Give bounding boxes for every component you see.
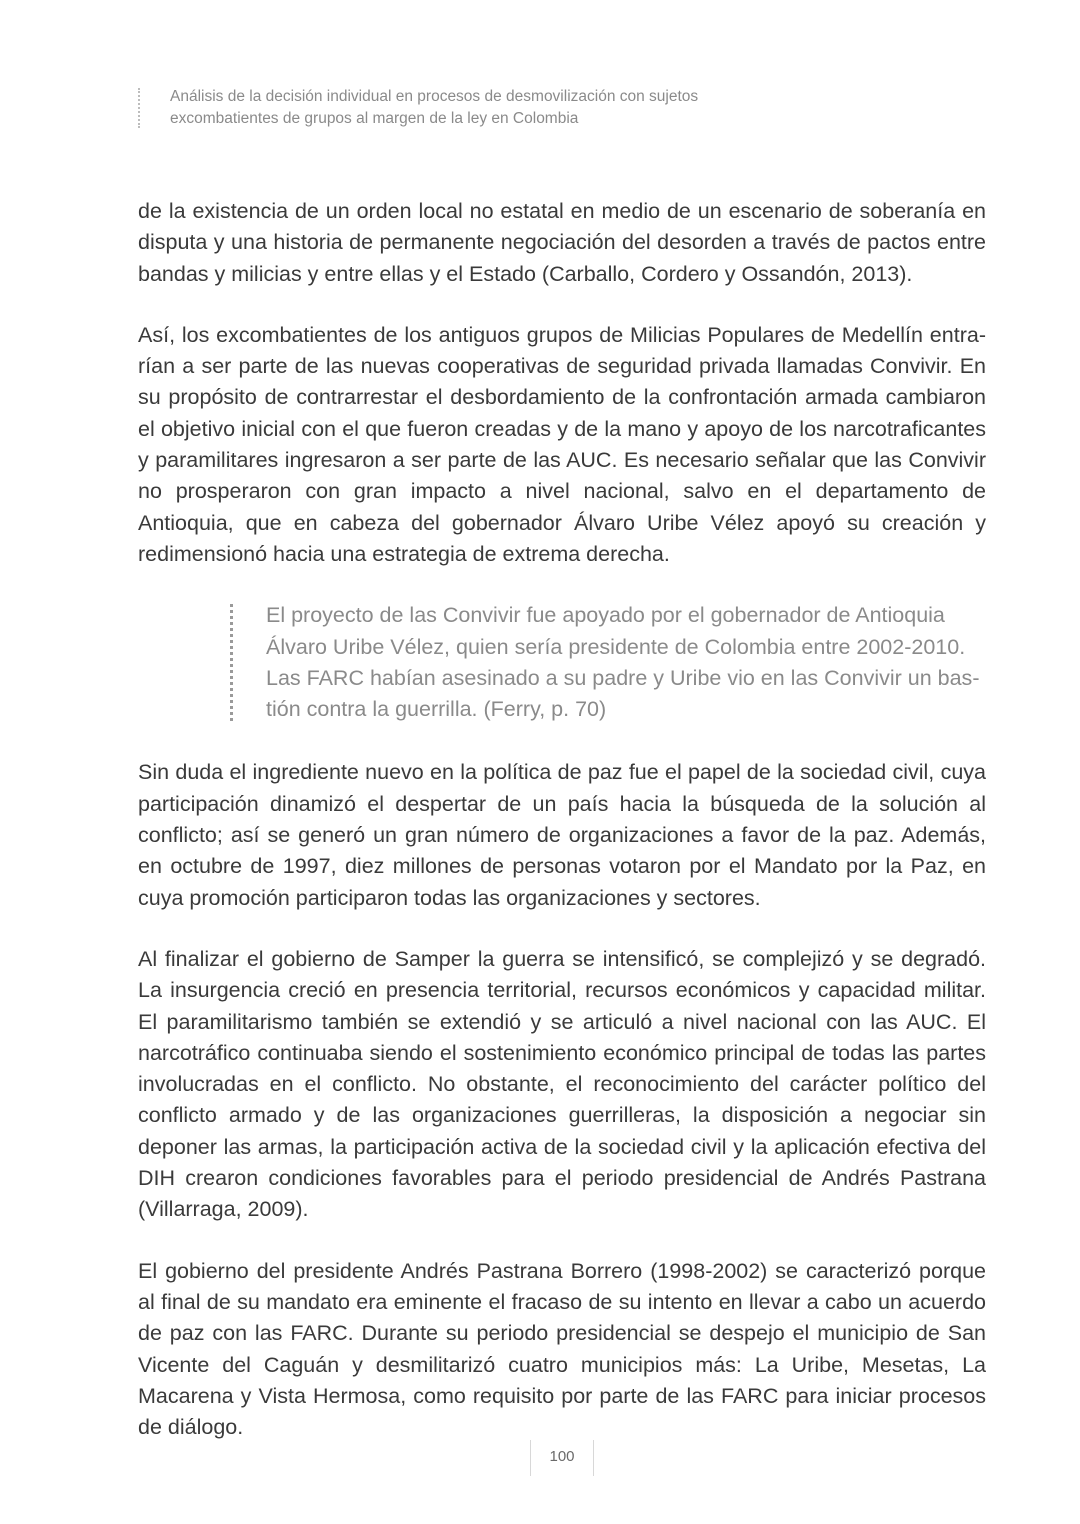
header-title-line-2: excombatientes de grupos al margen de la ley en Colombia: [170, 110, 579, 127]
body-paragraph-4: Al finalizar el gobierno de Samper la guerra se intensificó, se complejizó y se degradó. La insurgencia creció en presencia territorial, recursos económicos y capacidad militar. El paramilitarismo también se extendió y se articuló a nivel nacional con las AUC. El narcotráfico continuaba siendo el sostenimiento económico principal de todas las partes involucradas en el conflicto. No obstante, el reconocimiento del carácter político del conflicto armado y de las organizaciones guerrilleras, la disposición a negociar sin deponer las armas, la participación activa de la sociedad civil y la aplicación efectiva del DIH crearon condiciones favorables para el periodo presidencial de Andrés Pastrana (Villarraga, 2009).: [138, 946, 986, 1222]
page-body: [138, 196, 986, 1473]
body-paragraph-2: Así, los excombatientes de los antiguos grupos de Milicias Populares de Medellín entrarían a ser parte de las nuevas cooperativas de seguridad privada llamadas Convivir. En su propósito de contrarrestar el desbordamiento de la confrontación armada cambiaron el objetivo inicial con el que fueron creadas y de la mano y apoyo de los narcotraficantes y paramilitares ingresaron a ser parte de las AUC. Es necesario señalar que las Convivir no prosperaron con gran impacto a nivel nacional, salvo en el departamento de Antioquia, que en cabeza del gobernador Álvaro Uribe Vélez apoyó su creación y redimensionó hacia una estrategia de extrema derecha.: [138, 322, 986, 566]
body-paragraph-5: El gobierno del presidente Andrés Pastrana Borrero (1998-2002) se caracterizó porque al final de su mandato era eminente el fracaso de su intento en llevar a cabo un acuerdo de paz con las FARC. Durante su periodo presidencial se despejo el municipio de San Vicente del Caguán y desmilitarizó cuatro municipios más: La Uribe, Mesetas, La Macarena y Vista Hermosa, como requisito por parte de las FARC para iniciar procesos de diálogo.: [138, 1258, 986, 1440]
running-header: [138, 86, 858, 130]
header-dotted-rule: [138, 88, 140, 128]
quote-text: El proyecto de las Convivir fue apoyado por el gobernador de Antioquia Álvaro Uribe Vélez, quien sería presidente de Colombia entre 2002-2010. Las FARC habían asesinado a su padre y Uribe vio en las Convivir un bastión contra la guerrilla. (Ferry, p. 70): [266, 603, 980, 722]
header-title-line-1: Análisis de la decisión individual en procesos de desmovilización con sujetos: [170, 88, 699, 105]
footer-rule-right: [593, 1440, 594, 1476]
body-paragraph-1: de la existencia de un orden local no estatal en medio de un escenario de soberanía en disputa y una historia de permanente negociación del desorden a través de pactos entre bandas y milicias y entre ellas y el Estado (Carballo, Cordero y Ossandón, 2013).: [138, 199, 986, 286]
page-footer: [530, 1440, 594, 1476]
block-quote: [230, 600, 986, 725]
page-number: 100: [549, 1448, 575, 1465]
body-paragraph-3: Sin duda el ingrediente nuevo en la política de paz fue el papel de la sociedad civil, cuya participación dinamizó el despertar de un país hacia la búsqueda de la solución al conflicto; así se generó un gran número de organizaciones a favor de la paz. Además, en octubre de 1997, diez millones de personas votaron por el Mandato por la Paz, en cuya promoción participaron todas las organizaciones y sectores.: [138, 760, 986, 910]
quote-dotted-rule: [230, 604, 233, 721]
header-title: [170, 86, 698, 130]
